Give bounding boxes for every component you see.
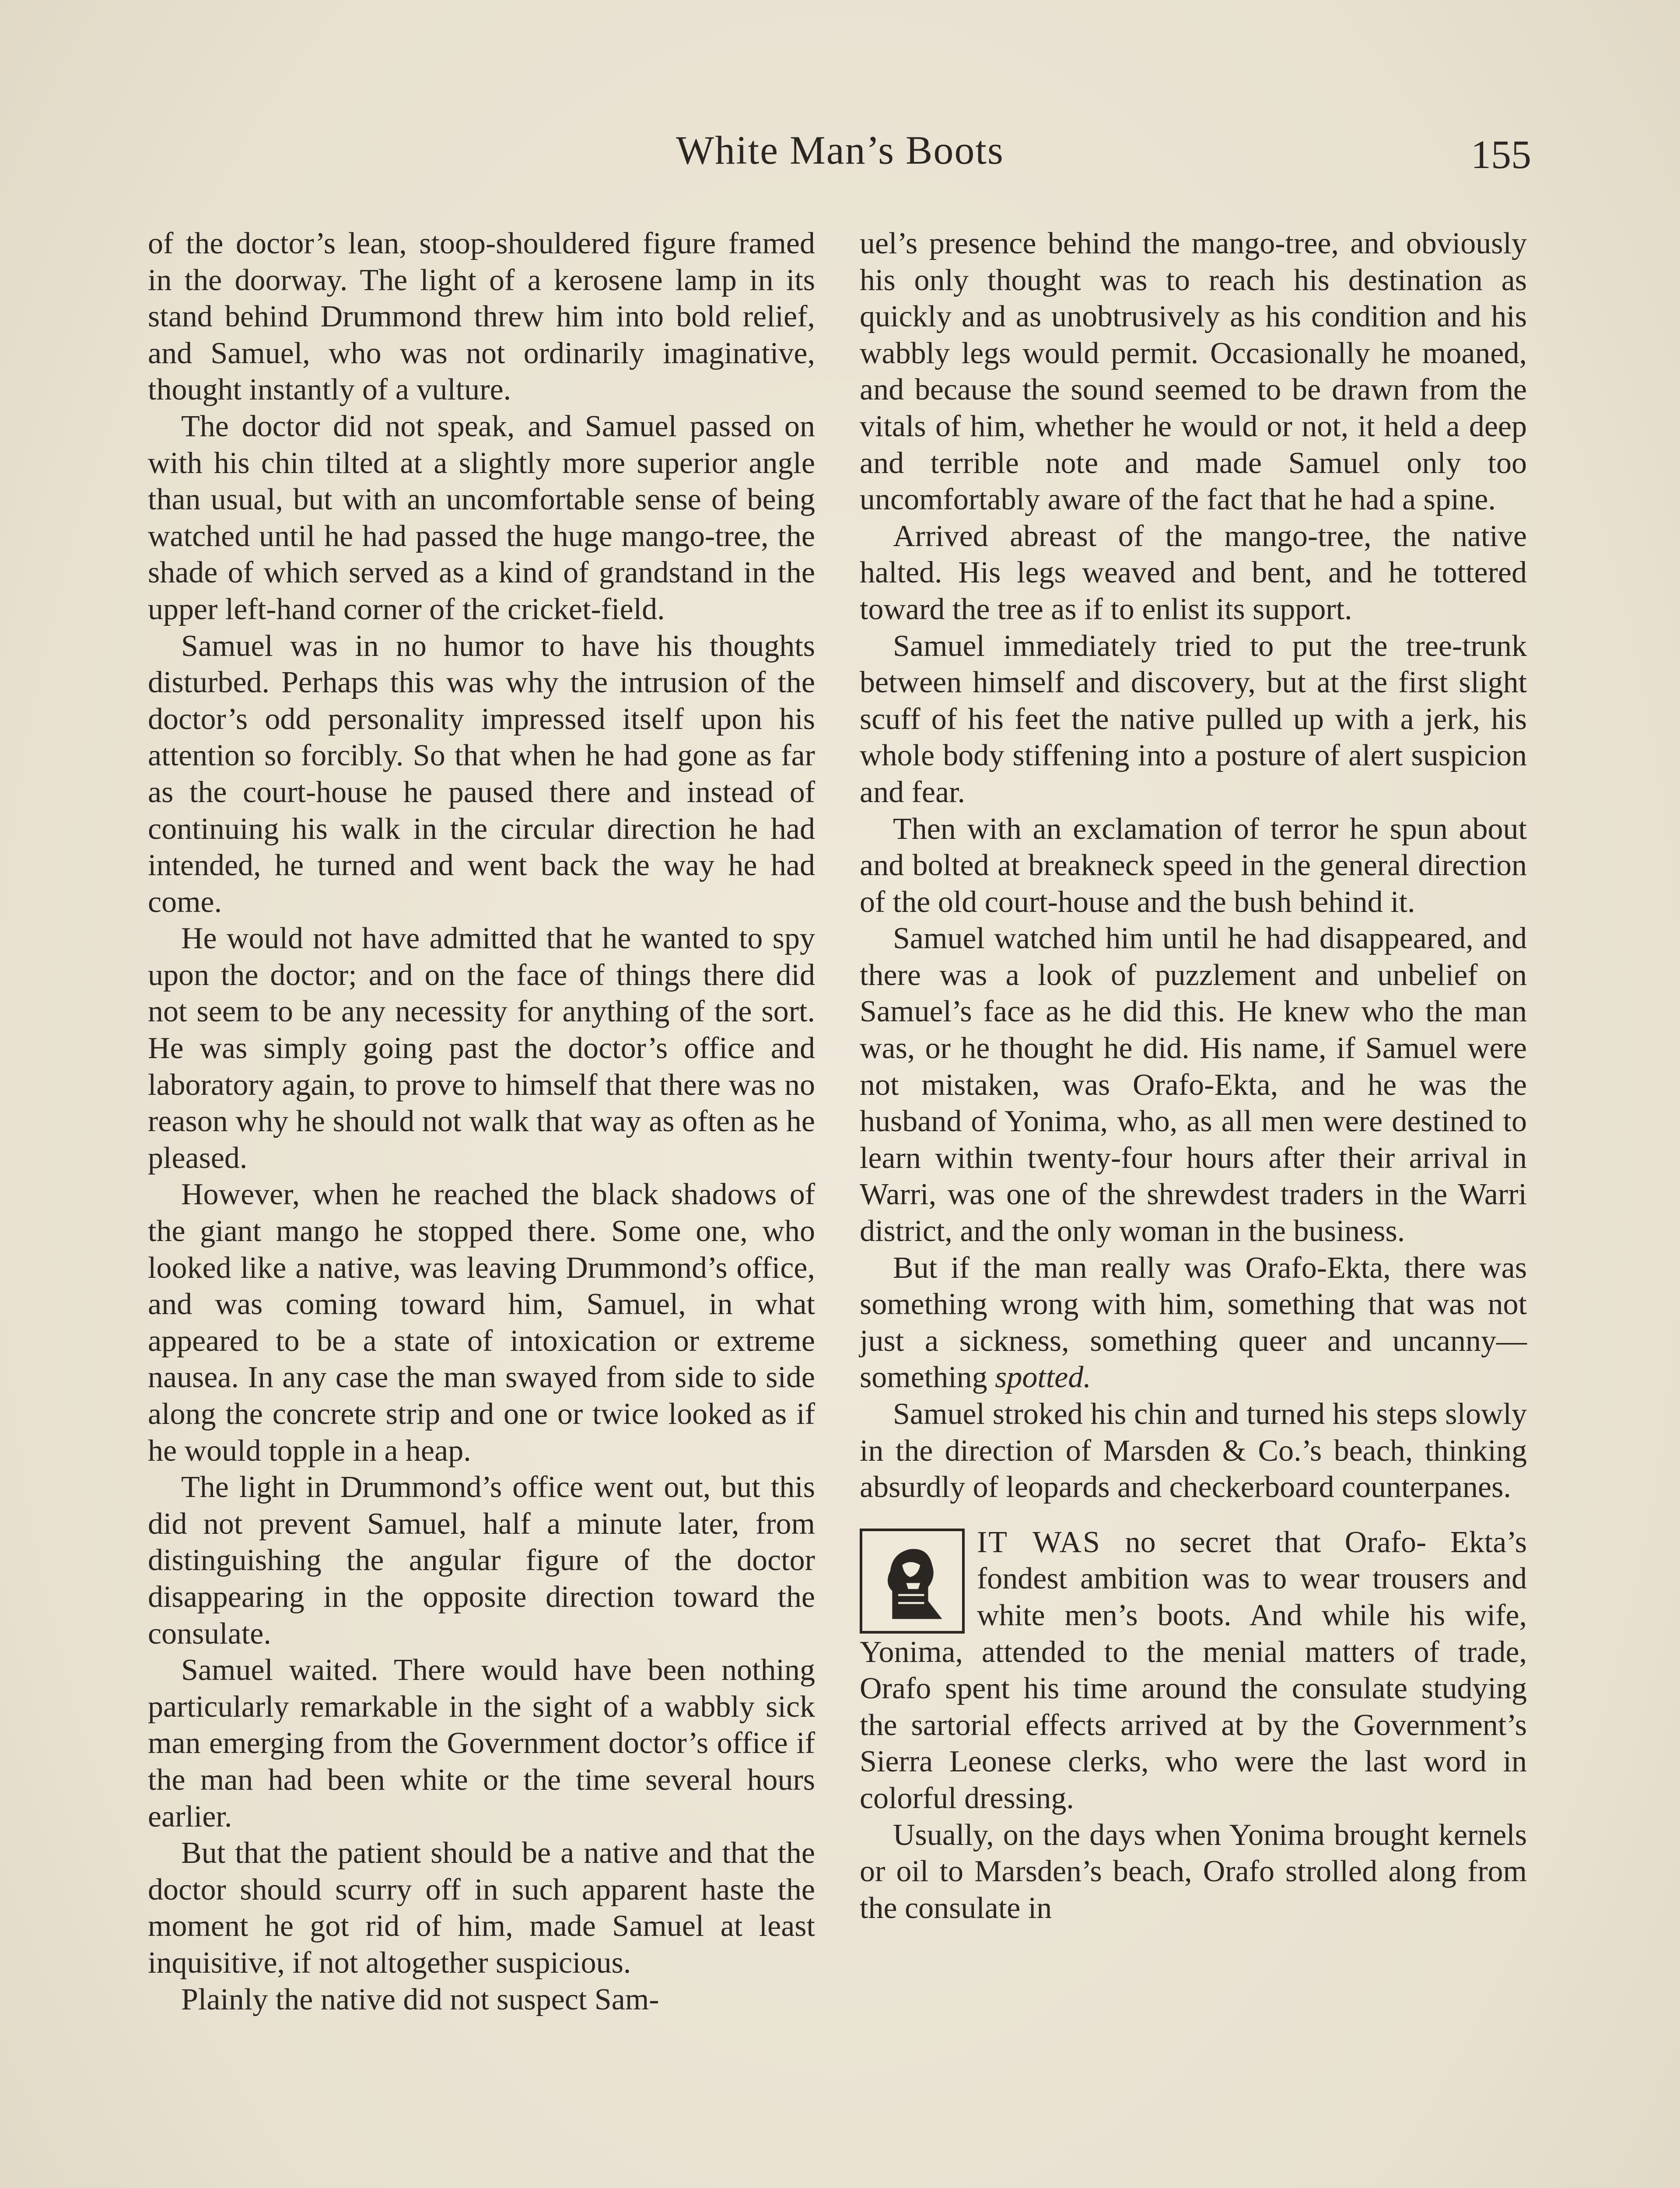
- italic-word: spotted.: [995, 1360, 1091, 1395]
- paragraph: But that the patient should be a native and that the doctor should scurry off in such apparent haste the moment he got rid of him, made Samuel at least inquisitive, if not altogether suspicious.: [148, 1836, 815, 1980]
- paragraph: of the doctor’s lean, stoop-shouldered figure framed in the doorway. The light of a kerosene lamp in its stand behind Drummond threw him into bold relief, and Samuel, who was not ordinarily imaginative, thought instantly of a vulture.: [148, 227, 815, 407]
- paragraph: [860, 1250, 1527, 1396]
- paragraph: uel’s presence behind the mango-tree, and obviously his only thought was to reach his destination as quickly and as unobtrusively as his condition and his wabbly legs would permit. Occasionally he moaned, and because the sound seemed to be drawn from the vitals of him, whether he would or not, it held a deep and terrible note and made Samuel only too uncomfortably aware of the fact that he had a spine.: [860, 227, 1527, 517]
- paragraph: He would not have admitted that he wanted to spy upon the doctor; and on the face of things there did not seem to be any necessity for anything of the sort. He was simply going past the doctor’s office and laboratory again, to prove to himself that there was no reason why he should not walk that way as often as he pleased.: [148, 922, 815, 1175]
- paragraph: Arrived abreast of the mango-tree, the native halted. His legs weaved and bent, and he tottered toward the tree as if to enlist its support.: [860, 519, 1527, 626]
- right-column: [860, 225, 1527, 1926]
- paragraph: The doctor did not speak, and Samuel passed on with his chin tilted at a slightly more superior angle than usual, but with an uncomfortable sense of being watched until he had passed the huge mango-tree, the shade of which served as a kind of grandstand in the upper left-hand corner of the cricket-field.: [148, 409, 815, 626]
- paragraph-text: But if the man really was Orafo-Ekta, there was something wrong with him, something that was not just a sickness, something queer and uncanny—something: [860, 1251, 1527, 1395]
- page-number: 155: [1471, 132, 1531, 177]
- section-opening-paragraph: [860, 1524, 1527, 1817]
- section-lead-in: IT WAS: [977, 1525, 1101, 1559]
- paragraph: Samuel stroked his chin and turned his steps slowly in the direction of Marsden & Co.’s beach, thinking absurdly of leopards and checkerboard counterpanes.: [860, 1397, 1527, 1504]
- paragraph: However, when he reached the black shadows of the giant mango he stopped there. Some one, who looked like a native, was leaving Drummond’s office, and was coming toward him, Samuel, in what appeared to be a state of intoxication or extreme nausea. In any case the man swayed from side to side along the concrete strip and one or twice looked as if he would topple in a heap.: [148, 1178, 815, 1468]
- running-title: White Man’s Boots: [676, 128, 1004, 172]
- paragraph: Samuel waited. There would have been nothing particularly remarkable in the sight of a wabbly sick man emerging from the Government doctor’s office if the man had been white or the time several hours earlier.: [148, 1653, 815, 1834]
- paragraph: Plainly the native did not suspect Sam-: [181, 1982, 659, 2016]
- paragraph: Samuel was in no humor to have his thoughts disturbed. Perhaps this was why the intrusion of the doctor’s odd personality impressed itself upon his attention so forcibly. So that when he had gone as far as the court-house he paused there and instead of continuing his walk in the circular direction he had intended, he turned and went back the way he had come.: [148, 629, 815, 919]
- section-lead-rest: no secret that Orafo-: [1101, 1525, 1427, 1559]
- paragraph: Samuel immediately tried to put the tree-trunk between himself and discovery, but at the first slight scuff of his feet the native pulled up with a jerk, his whole body stiffening into a posture of alert suspicion and fear.: [860, 629, 1527, 809]
- portrait-icon: [860, 1529, 965, 1634]
- paragraph: Then with an exclamation of terror he spun about and bolted at breakneck speed in the general direction of the old court-house and the bush behind it.: [860, 812, 1527, 919]
- left-column: [148, 225, 815, 2018]
- paragraph-text: Ekta’s fondest ambition was to wear trousers and white men’s boots. And while his wife, Yonima, attended to the menial matters of trade, Orafo spent his time around the consulate studying the sartorial effects arrived at by the Government’s Sierra Leonese clerks, who were the last word in colorful dressing.: [860, 1525, 1527, 1815]
- paragraph: Samuel watched him until he had disappeared, and there was a look of puzzlement and unbelief on Samuel’s face as he did this. He knew who the man was, or he thought he did. His name, if Samuel were not mistaken, was Orafo-Ekta, and he was the husband of Yonima, who, as all men were destined to learn within twenty-four hours after their arrival in Warri, was one of the shrewdest traders in the Warri district, and the only woman in the business.: [860, 922, 1527, 1248]
- running-head: [149, 127, 1531, 184]
- paragraph: The light in Drummond’s office went out, but this did not prevent Samuel, half a minute later, from distinguishing the angular figure of the doctor disappearing in the opposite direction toward the consulate.: [148, 1470, 815, 1651]
- paragraph: Usually, on the days when Yonima brought kernels or oil to Marsden’s beach, Orafo strolled along from the consulate in: [860, 1818, 1527, 1925]
